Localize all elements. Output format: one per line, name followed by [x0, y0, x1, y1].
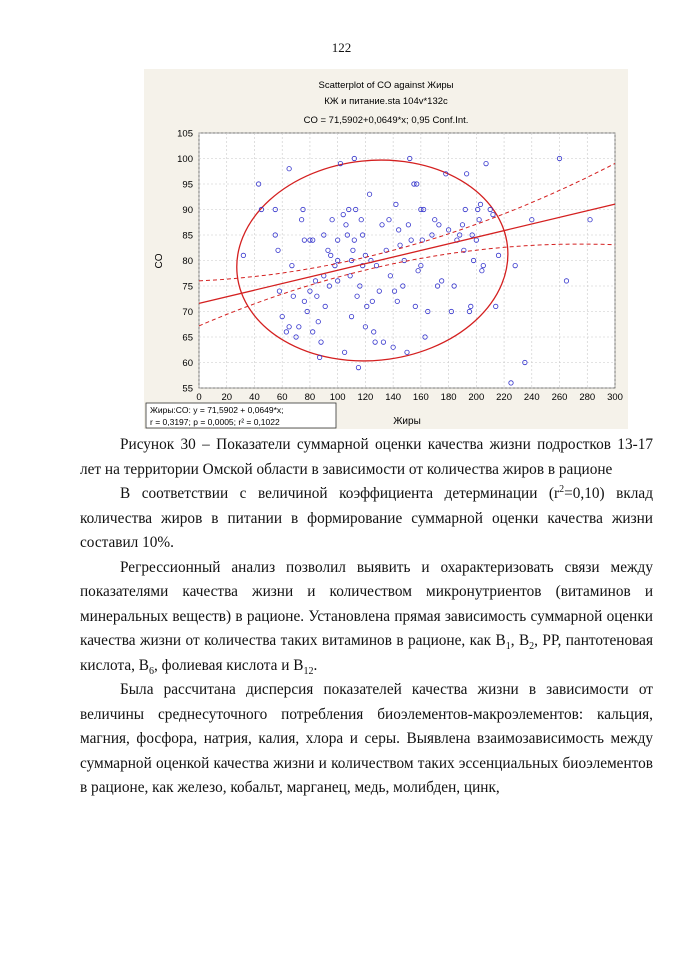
scatterplot-figure	[144, 69, 628, 429]
y-tick-label: 105	[177, 128, 193, 140]
p2-sub-2: 2	[529, 641, 535, 653]
chart-title: Scatterplot of CO against Жиры	[318, 80, 454, 91]
y-tick-label: 75	[182, 281, 193, 293]
p2-sub-1: 1	[505, 641, 511, 653]
p2-text-c: , РР, пантотеновая кислота, В	[80, 632, 653, 674]
regression-legend-line1: Жиры:CO: y = 71,5902 + 0,0649*x;	[150, 405, 284, 415]
x-tick-label: 220	[496, 392, 512, 403]
x-tick-label: 120	[357, 392, 374, 403]
x-tick-label: 140	[385, 392, 402, 403]
x-tick-label: 40	[249, 392, 260, 403]
body-text	[80, 433, 653, 801]
x-tick-label: 80	[304, 392, 316, 403]
y-tick-label: 60	[182, 358, 193, 369]
p1-sup: 2	[559, 483, 565, 495]
p2-sub-6: 6	[149, 665, 155, 677]
x-tick-label: 0	[196, 392, 202, 403]
x-tick-label: 260	[551, 392, 568, 403]
scatterplot-chart	[144, 69, 628, 429]
x-tick-label: 60	[276, 392, 288, 403]
y-tick-label: 90	[182, 205, 193, 216]
x-tick-label: 20	[221, 392, 233, 403]
y-tick-label: 95	[182, 179, 193, 191]
chart-equation-title: CO = 71,5902+0,0649*x; 0,95 Conf.Int.	[303, 115, 469, 126]
chart-subtitle: КЖ и питание.sta 104v*132c	[324, 96, 448, 107]
y-tick-label: 55	[182, 383, 193, 395]
regression-legend-line2: r = 0,3197; p = 0,0005; r² = 0,1022	[150, 417, 280, 427]
p2-text-d: , фолиевая кислота и В	[154, 656, 304, 674]
x-tick-label: 240	[523, 392, 540, 403]
paragraph-regression	[80, 556, 653, 679]
y-tick-label: 80	[182, 256, 193, 267]
x-tick-label: 160	[412, 392, 429, 403]
x-tick-label: 100	[329, 392, 346, 403]
y-tick-label: 65	[182, 332, 193, 344]
x-tick-label: 280	[579, 392, 596, 403]
paragraph-dispersion: Была рассчитана дисперсия показателей качества жизни в зависимости от величины среднесуточного потребления биоэлементов-макроэлементов: кальция, магния, фосфора, натрия, калия, хлора и серы. Выявлена взаимозависимость между суммарной оценкой качества жизни и количеством таких эссенциальных биоэлементов в рационе, как железо, кобальт, марганец, медь, молибден, цинк,	[80, 681, 653, 796]
y-axis-label: CO	[154, 253, 165, 269]
p1-text-a: В соответствии с величиной коэффициента детерминации (r	[120, 485, 560, 502]
p2-sub-12: 12	[303, 665, 314, 677]
paragraph-determination	[80, 482, 653, 556]
figure-caption: Рисунок 30 – Показатели суммарной оценки качества жизни подростков 13-17 лет на территории Омской области в зависимости от количества жиров в рационе	[80, 436, 653, 478]
p2-text-a: Регрессионный анализ позволил выявить и охарактеризовать связи между показателями качества жизни и количеством микронутриентов (витаминов и минеральных веществ) в рационе. Установлена прямая зависимость суммарной оценки качества жизни от количества таких витаминов в рационе, как В	[80, 558, 653, 649]
p2-text-e: .	[313, 656, 318, 674]
y-tick-label: 85	[182, 230, 193, 242]
x-tick-label: 200	[468, 392, 485, 403]
x-tick-label: 180	[440, 392, 457, 403]
x-axis-label: Жиры	[393, 416, 421, 427]
page-number: 122	[331, 40, 352, 55]
x-tick-label: 300	[607, 392, 623, 403]
y-tick-label: 100	[177, 154, 193, 165]
p1-text-b: =0,10) вклад количества жиров в питании в формирование суммарной оценки качества жизни составил 10%.	[80, 485, 653, 551]
y-tick-label: 70	[182, 307, 193, 318]
p2-text-b: , В	[510, 632, 530, 649]
